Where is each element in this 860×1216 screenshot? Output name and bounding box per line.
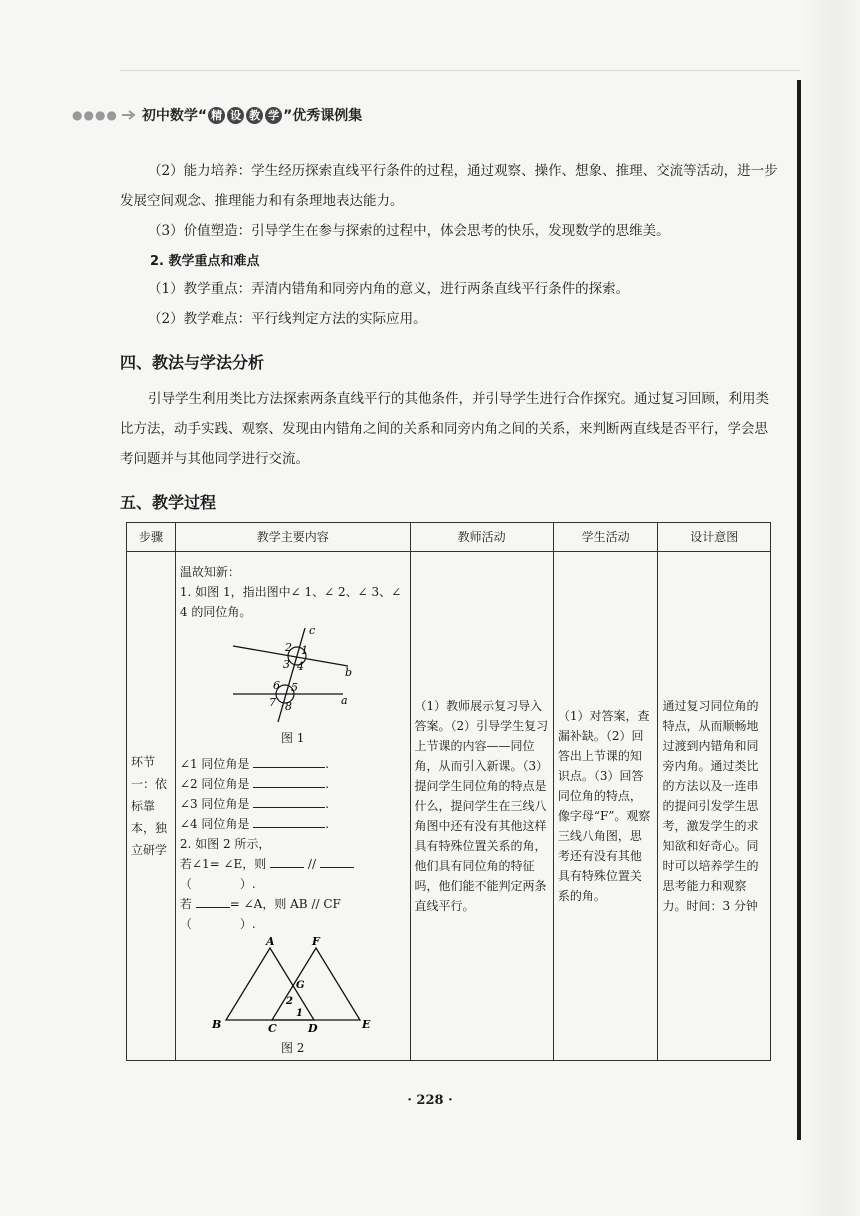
intent-cell: 通过复习同位角的特点，从而顺畅地过渡到内错角和同旁内角。通过类比的方法以及一连串的提问引发学生思考，激发学生的求知欲和好奇心。同时可以培养学生的思考能力和观察力。时间：3 分钟 [658, 552, 771, 1061]
fig1-label-7: 7 [268, 696, 276, 709]
figure-2-caption: 图 2 [280, 1041, 305, 1055]
fig1-label-2: 2 [284, 641, 292, 654]
fig2-label-A: A [265, 936, 275, 948]
brand-char-1: 精 [208, 107, 225, 124]
fig2-label-C: C [267, 1022, 277, 1032]
fig1-label-a: a [340, 694, 348, 707]
fig2-label-B: B [211, 1018, 222, 1031]
figure-1 [180, 626, 406, 748]
header-student: 学生活动 [553, 523, 658, 552]
fig1-label-1: 1 [300, 644, 308, 657]
fig1-label-3: 3 [282, 658, 290, 671]
page-number: · 228 · [407, 1093, 453, 1108]
section4-heading: 四、教法与学法分析 [120, 353, 265, 372]
top-rule [120, 70, 800, 71]
brand-char-4: 学 [265, 107, 282, 124]
content-q1: 1. 如图 1，指出图中∠ 1、∠ 2、∠ 3、∠ 4 的同位角。 [179, 585, 402, 619]
binding-edge [797, 80, 801, 1140]
fig2-label-1: 1 [295, 1008, 303, 1019]
running-header [72, 105, 362, 125]
fig2-label-2: 2 [285, 996, 293, 1007]
key-focus: （1）教学重点：弄清内错角和同旁内角的意义，进行两条直线平行条件的探索。 [148, 281, 630, 297]
blank-1: ∠1 同位角是 . [179, 757, 330, 771]
objective-ability: （2）能力培养：学生经历探索直线平行条件的过程，通过观察、操作、想象、推理、交流等活动，进一步发展空间观念、推理能力和有条理地表达能力。 [120, 163, 778, 209]
fig2-label-D: D [307, 1022, 318, 1032]
header-content: 教学主要内容 [175, 523, 410, 552]
content-intro: 温故知新： [179, 565, 240, 579]
arrow-icon [122, 110, 136, 120]
process-table [126, 522, 771, 1061]
brand-char-2: 设 [227, 107, 244, 124]
fig2-label-G: G [295, 980, 305, 991]
key-points-heading: 2. 教学重点和难点 [150, 254, 260, 269]
teacher-cell: （1）教师展示复习导入答案。（2）引导学生复习上节课的内容——同位角，从而引入新课。（3）提问学生同位角的特点是什么，提问学生在三线八角图中还有没有其他这样具有特殊位置关系的角，他们具有同位角的特征吗，他们能不能判定两条直线平行。 [410, 552, 553, 1061]
header-prefix: 初中数学“ [141, 108, 208, 124]
dots-icon: ●●●● [72, 108, 118, 122]
fig2-label-E: E [361, 1018, 371, 1031]
content-q2: 2. 如图 2 所示， [179, 837, 271, 851]
brand-char-3: 教 [246, 107, 263, 124]
fig1-label-4: 4 [296, 660, 304, 673]
header-suffix: ”优秀课例集 [283, 108, 363, 124]
scan-shadow [800, 0, 860, 1216]
key-difficulty: （2）教学难点：平行线判定方法的实际应用。 [148, 311, 427, 327]
fig1-label-c: c [308, 626, 315, 637]
blank-3: ∠3 同位角是 . [179, 797, 330, 811]
section4-body: 引导学生利用类比方法探索两条直线平行的其他条件，并引导学生进行合作探究。通过复习回顾，利用类比方法，动手实践、观察、发现由内错角之间的关系和同旁内角之间的关系，来判断两直线是否平行，学会思考问题并与其他同学进行交流。 [120, 391, 769, 467]
header-intent: 设计意图 [658, 523, 771, 552]
header-teacher: 教师活动 [410, 523, 553, 552]
fig1-label-8: 8 [284, 700, 292, 713]
content-q2-line2: 若 = ∠A，则 AB // CF（ ）. [179, 897, 341, 931]
figure-2 [180, 936, 406, 1058]
figure-1-caption: 图 1 [280, 731, 305, 745]
table-row [127, 552, 771, 1061]
fig1-label-6: 6 [272, 679, 280, 692]
blank-2: ∠2 同位角是 . [179, 777, 330, 791]
content-q2-line1: 若∠1= ∠E，则 // （ ）. [180, 854, 406, 894]
objective-value: （3）价值塑造：引导学生在参与探索的过程中，体会思考的快乐，发现数学的思维美。 [148, 223, 670, 239]
student-cell: （1）对答案，查漏补缺。（2）回答出上节课的知识点。（3）回答同位角的特点，像字母“F”。观察三线八角图，思考还有没有其他具有特殊位置关系的角。 [553, 552, 658, 1061]
blank-4: ∠4 同位角是 . [179, 817, 330, 831]
fig2-label-F: F [311, 936, 320, 948]
content-cell [175, 552, 410, 1061]
fig1-label-b: b [344, 666, 352, 679]
step-cell: 环节一：依标靠本，独立研学 [127, 552, 176, 1061]
table-header-row [127, 523, 771, 552]
section5-heading: 五、教学过程 [120, 493, 217, 512]
header-step: 步骤 [127, 523, 176, 552]
fig1-label-5: 5 [290, 681, 298, 694]
